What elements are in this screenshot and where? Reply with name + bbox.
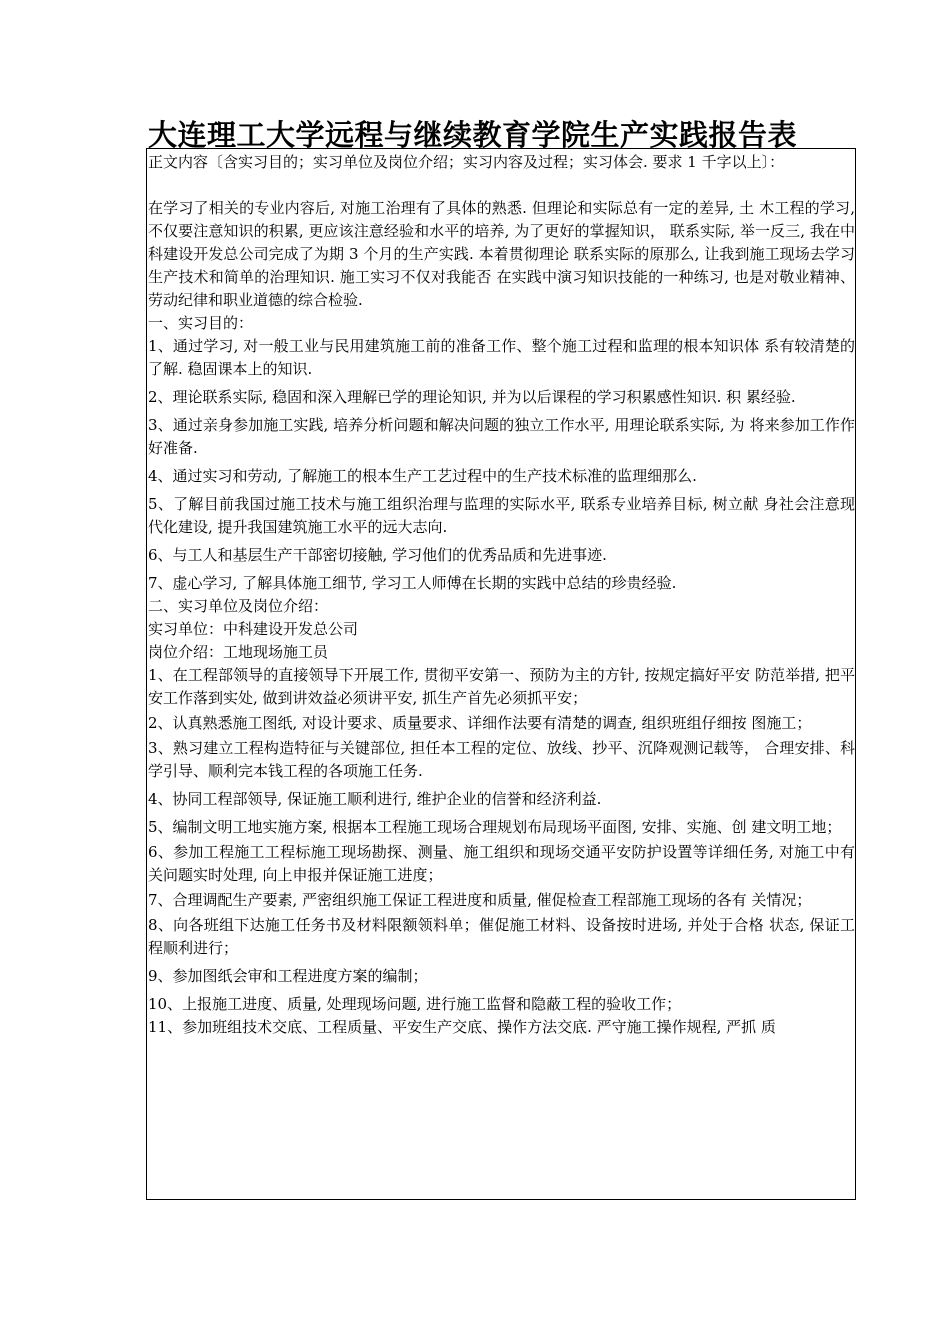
duty-item: 4、协同工程部领导, 保证施工顺利进行, 维护企业的信誉和经济利益. (148, 790, 602, 808)
duty-item: 6、参加工程施工工程标施工现场勘探、测量、施工组织和现场交通平安防护设置等详细任务, 对施工中有关问题实时处理, 向上申报并保证施工进度； (148, 843, 855, 884)
duty-item: 8、向各班组下达施工任务书及材料限额领料单；催促施工材料、设备按时进场, 并处于合格 状态, 保证工程顺利进行； (148, 916, 855, 957)
section-heading-unit: 二、实习单位及岗位介绍： (148, 597, 329, 615)
post-introduction: 岗位介绍：工地现场施工员 (148, 643, 329, 661)
purpose-item: 4、通过实习和劳动, 了解施工的根本生产工艺过程中的生产技术标准的监理细那么. (148, 467, 697, 485)
content-requirements-header: 正文内容〔含实习目的；实习单位及岗位介绍；实习内容及过程；实习体会. 要求 1 千字以上〕： (148, 153, 785, 171)
report-form-table (146, 148, 856, 1200)
page-title: 大连理工大学远程与继续教育学院生产实践报告表 (148, 118, 798, 153)
duty-item: 11、参加班组技术交底、工程质量、平安生产交底、操作方法交底. 严守施工操作规程, 严抓 质 (148, 1018, 776, 1036)
duty-item: 9、参加图纸会审和工程进度方案的编制； (148, 967, 428, 985)
purpose-item: 5、了解目前我国过施工技术与施工组织治理与监理的实际水平, 联系专业培养目标, 树立献 身社会注意现代化建设, 提升我国建筑施工水平的远大志向. (148, 495, 855, 536)
duty-item: 2、认真熟悉施工图纸, 对设计要求、质量要求、详细作法要有清楚的调查, 组织班组仔细按 图施工； (148, 714, 812, 732)
intro-paragraph: 在学习了相关的专业内容后, 对施工治理有了具体的熟悉. 但理论和实际总有一定的差异, 土 木工程的学习, 不仅要注意知识的积累, 更应该注意经验和水平的培养, 为了更好的掌握知识， 联系实际, 举一反三, 我在中科建设开发总公司完成了为期 3 个月的生产实践. 本着贯彻理论 联系实际的原那么, 让我到施工现场去学习生产技术和简单的治理知识. 施工实习不仅对我能否 在实践中演习知识技能的一种练习, 也是对敬业精神、劳动纪律和职业道德的综合检验. (148, 199, 855, 309)
purpose-item: 6、与工人和基层生产干部密切接触, 学习他们的优秀品质和先进事迹. (148, 546, 607, 564)
purpose-item: 1、通过学习, 对一般工业与民用建筑施工前的准备工作、整个施工过程和监理的根本知识体 系有较清楚的了解. 稳固课本上的知识. (148, 337, 855, 378)
purpose-item: 2、理论联系实际, 稳固和深入理解已学的理论知识, 并为以后课程的学习积累感性知识. 积 累经验. (148, 388, 796, 406)
report-body (147, 149, 855, 1039)
duty-item: 10、上报施工进度、质量, 处理现场问题, 进行施工监督和隐蔽工程的验收工作； (148, 995, 682, 1013)
blank-line (148, 174, 855, 197)
duty-item: 7、合理调配生产要素, 严密组织施工保证工程进度和质量, 催促检查工程部施工现场的各有 关情况； (148, 891, 812, 909)
duty-item: 5、编制文明工地实施方案, 根据本工程施工现场合理规划布局现场平面图, 安排、实施、创 建文明工地； (148, 818, 842, 836)
internship-unit: 实习单位：中科建设开发总公司 (148, 620, 359, 638)
duty-item: 1、在工程部领导的直接领导下开展工作, 贯彻平安第一、预防为主的方针, 按规定搞好平安 防范举措, 把平安工作落到实处, 做到讲效益必须讲平安, 抓生产首先必须抓平安； (148, 666, 855, 707)
duty-item: 3、熟习建立工程构造特征与关键部位, 担任本工程的定位、放线、抄平、沉降观测记载等， 合理安排、科学引导、顺利完本钱工程的各项施工任务. (148, 739, 855, 780)
purpose-item: 7、虚心学习, 了解具体施工细节, 学习工人师傅在长期的实践中总结的珍贵经验. (148, 574, 677, 592)
purpose-item: 3、通过亲身参加施工实践, 培养分析问题和解决问题的独立工作水平, 用理论联系实际, 为 将来参加工作作好准备. (148, 416, 855, 457)
section-heading-purpose: 一、实习目的： (148, 314, 254, 332)
